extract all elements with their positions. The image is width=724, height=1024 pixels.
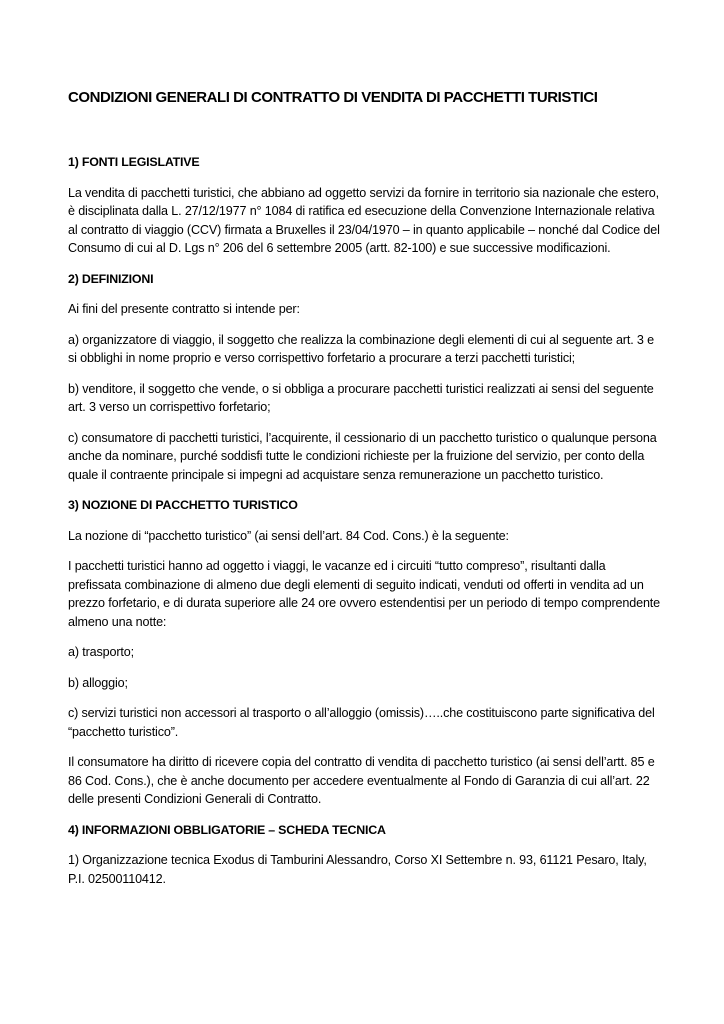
paragraph: La nozione di “pacchetto turistico” (ai sensi dell’art. 84 Cod. Cons.) è la seguente: xyxy=(68,528,509,543)
document-title: CONDIZIONI GENERALI DI CONTRATTO DI VENDITA DI PACCHETTI TURISTICI xyxy=(68,89,598,106)
section-nozione-pacchetto xyxy=(68,496,660,809)
paragraph: Il consumatore ha diritto di ricevere copia del contratto di vendita di pacchetto turistico (ai sensi dell’artt. 85 e 86 Cod. Cons.), che è anche documento per accedere eventualmente al Fondo di Garanzia di cui all’art. 22 delle presenti Condizioni Generali di Contratto. xyxy=(68,755,655,806)
section-heading: 3) NOZIONE DI PACCHETTO TURISTICO xyxy=(68,498,298,512)
paragraph: I pacchetti turistici hanno ad oggetto i viaggi, le vacanze ed i circuiti “tutto compreso”, risultanti dalla prefissata combinazione di almeno due degli elementi di seguito indicati, venduti od offerti in vendita ad un prezzo forfetario, e di durata superiore alle 24 ore ovvero estendentisi per un periodo di tempo comprendente almeno una notte: xyxy=(68,559,661,629)
paragraph: 1) Organizzazione tecnica Exodus di Tamburini Alessandro, Corso XI Settembre n. 93, 61121 Pesaro, Italy, P.I. 02500110412. xyxy=(68,853,647,886)
section-heading: 1) FONTI LEGISLATIVE xyxy=(68,155,200,169)
paragraph: Ai fini del presente contratto si intende per: xyxy=(68,302,300,316)
paragraph: c) consumatore di pacchetti turistici, l’acquirente, il cessionario di un pacchetto turistico o qualunque persona anche da nominare, purché soddisfi tutte le condizioni richieste per la fruizione del servizio, per conto della quale il contraente principale si impegni ad acquistare senza remunerazione un pacchetto turistico. xyxy=(68,430,657,482)
section-heading: 4) INFORMAZIONI OBBLIGATORIE – SCHEDA TECNICA xyxy=(68,822,386,837)
paragraph: c) servizi turistici non accessori al trasporto o all’alloggio (omissis)…..che costituiscono parte significativa del “pacchetto turistico”. xyxy=(68,706,655,739)
paragraph: b) alloggio; xyxy=(68,675,128,690)
section-definizioni xyxy=(68,270,660,485)
section-fonti-legislative xyxy=(68,153,660,258)
section-heading: 2) DEFINIZIONI xyxy=(68,271,154,286)
section-informazioni-obbligatorie xyxy=(68,821,660,889)
paragraph: b) venditore, il soggetto che vende, o si obbliga a procurare pacchetti turistici realizzati ai sensi del seguente art. 3 verso un corrispettivo forfetario; xyxy=(68,381,654,414)
paragraph: a) organizzatore di viaggio, il soggetto che realizza la combinazione degli elementi di cui al seguente art. 3 e si obblighi in nome proprio e verso corrispettivo forfetario a procurare a terzi pacchetti turistici; xyxy=(68,332,654,365)
document-page xyxy=(68,88,660,900)
paragraph: a) trasporto; xyxy=(68,645,134,659)
paragraph: La vendita di pacchetti turistici, che abbiano ad oggetto servizi da fornire in territorio sia nazionale che estero, è disciplinata dalla L. 27/12/1977 n° 1084 di ratifica ed esecuzione della Convenzione Internazionale relativa al contratto di viaggio (CCV) firmata a Bruxelles il 23/04/1970 – in quanto applicabile – nonché dal Codice del Consumo di cui al D. Lgs n° 206 del 6 settembre 2005 (artt. 82-100) e sue successive modificazioni. xyxy=(68,185,660,255)
